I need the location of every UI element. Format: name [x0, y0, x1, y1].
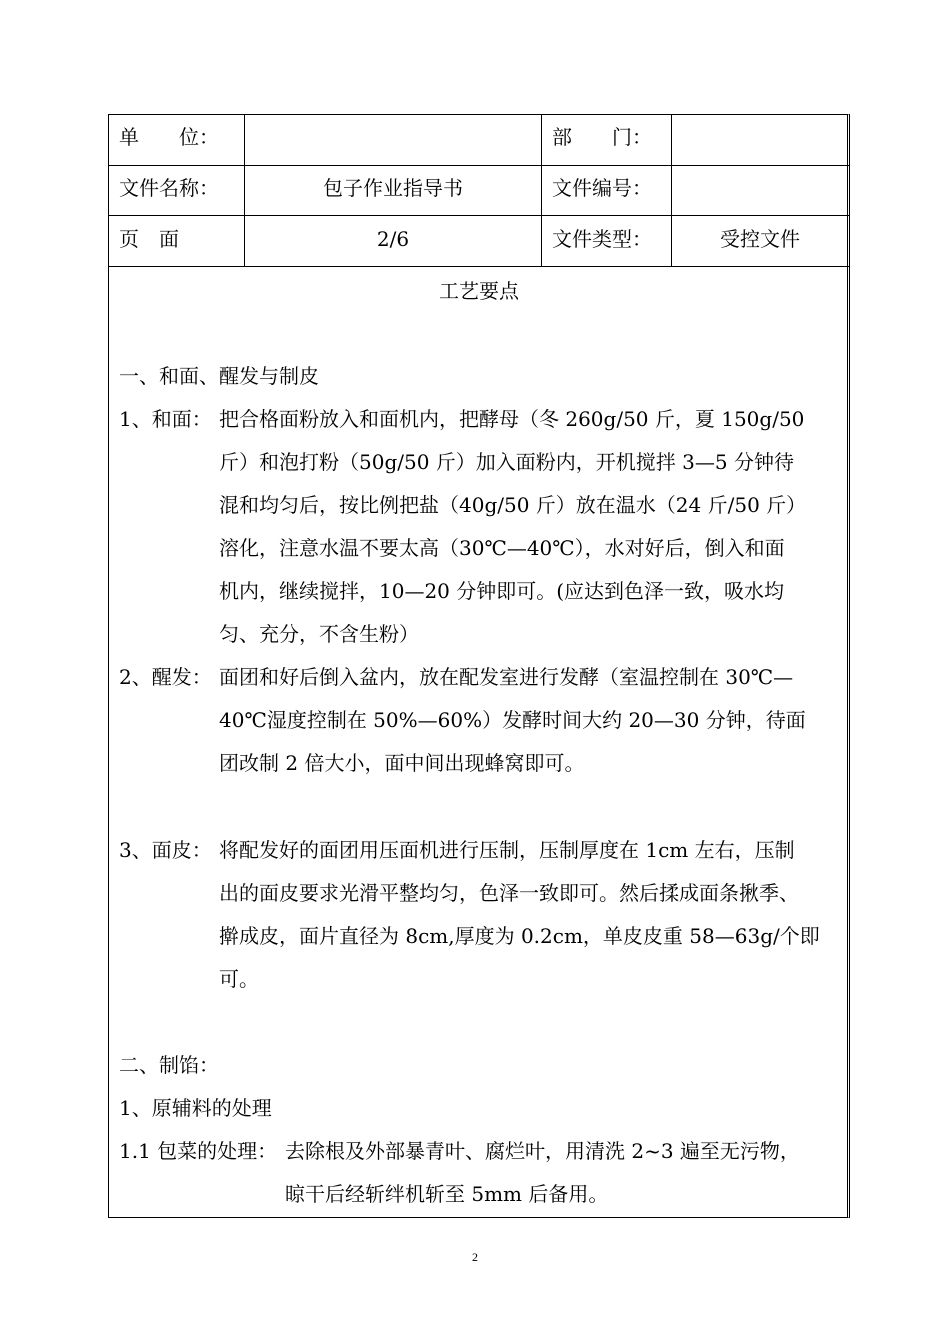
- text-line: 把合格面粉放入和面机内，把酵母（冬 260g/50 斤，夏 150g/50: [219, 407, 805, 431]
- page-number: 2: [472, 1250, 478, 1264]
- text-line: 溶化，注意水温不要太高（30℃—40℃），水对好后，倒入和面: [219, 536, 785, 560]
- step-text-cabbage: [285, 1130, 800, 1216]
- section-heading-1: 一、和面、醒发与制皮: [119, 364, 319, 388]
- text-line: 面团和好后倒入盆内，放在配发室进行发酵（室温控制在 30℃—: [219, 665, 794, 689]
- text-line: 混和均匀后，按比例把盐（40g/50 斤）放在温水（24 斤/50 斤）: [219, 493, 807, 517]
- text-line: 斤）和泡打粉（50g/50 斤）加入面粉内，开机搅拌 3—5 分钟待: [219, 450, 794, 474]
- text-line: 可。: [219, 967, 259, 991]
- page-value: 2/6: [376, 227, 410, 251]
- doc-name-value: 包子作业指导书: [323, 176, 463, 200]
- text-line: 擀成皮，面片直径为 8cm,厚度为 0.2cm，单皮皮重 58—63g/个即: [219, 924, 820, 948]
- step-label-sheeting: 3、面皮：: [119, 838, 212, 862]
- step-label-cabbage: 1.1 包菜的处理：: [119, 1139, 278, 1163]
- text-line: 晾干后经斩绊机斩至 5mm 后备用。: [285, 1182, 609, 1206]
- step-label-proofing: 2、醒发：: [119, 665, 212, 689]
- step-text-sheeting: [219, 829, 820, 1001]
- doc-type-value: 受控文件: [720, 227, 800, 251]
- text-line: 团改制 2 倍大小，面中间出现蜂窝即可。: [219, 751, 585, 775]
- unit-label: 单 位：: [119, 125, 219, 149]
- step-text-proofing: [219, 656, 806, 785]
- text-line: 出的面皮要求光滑平整均匀，色泽一致即可。然后揉成面条揪季、: [219, 881, 799, 905]
- text-line: 40℃湿度控制在 50%—60%）发酵时间大约 20—30 分钟，待面: [219, 708, 806, 732]
- doc-type-label: 文件类型：: [552, 227, 652, 251]
- dept-label: 部 门：: [552, 125, 652, 149]
- subsection-heading: 1、原辅料的处理: [119, 1096, 272, 1120]
- col-divider-2: [541, 114, 542, 266]
- row-divider-3: [108, 266, 850, 267]
- doc-no-label: 文件编号：: [552, 176, 652, 200]
- text-line: 去除根及外部暴青叶、腐烂叶，用清洗 2~3 遍至无污物，: [285, 1139, 800, 1163]
- section-title: 工艺要点: [439, 279, 519, 303]
- text-line: 匀、充分，不含生粉）: [219, 622, 419, 646]
- step-text-kneading: [219, 398, 806, 656]
- page-label: 页 面: [119, 227, 179, 251]
- text-line: 将配发好的面团用压面机进行压制，压制厚度在 1cm 左右，压制: [219, 838, 795, 862]
- step-label-kneading: 1、和面：: [119, 407, 212, 431]
- row-divider-1: [108, 165, 850, 166]
- text-line: 机内，继续搅拌，10—20 分钟即可。(应达到色泽一致，吸水均: [219, 579, 785, 603]
- section-heading-2: 二、制馅：: [119, 1053, 219, 1077]
- doc-name-label: 文件名称：: [119, 176, 219, 200]
- row-divider-2: [108, 215, 850, 216]
